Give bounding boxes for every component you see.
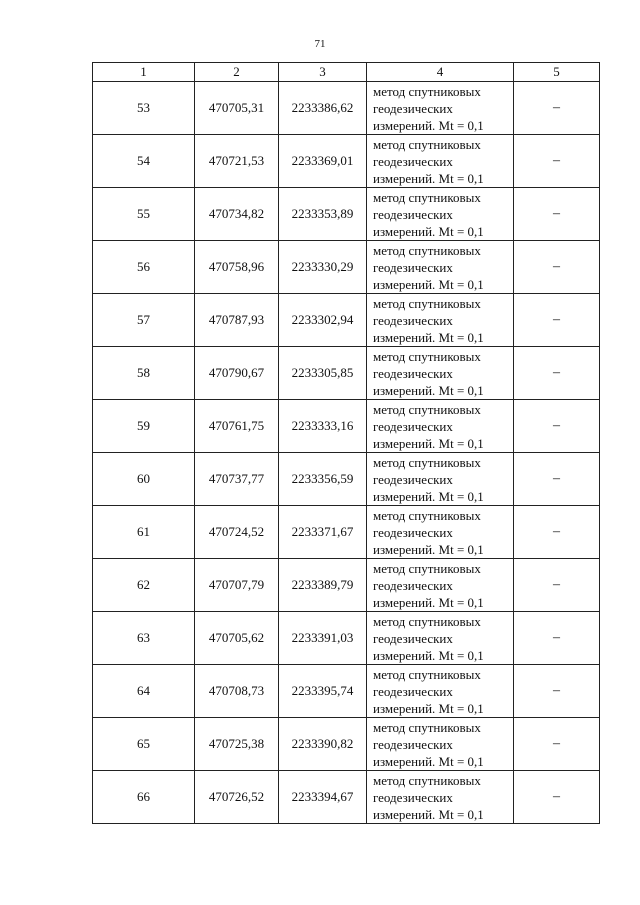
table-row [93,294,600,347]
y-coordinate-cell: 2233305,85 [279,347,367,400]
point-number-cell: 53 [93,82,195,135]
x-coordinate-cell: 470705,62 [195,612,279,665]
method-cell [367,82,514,135]
y-coordinate-cell: 2233369,01 [279,135,367,188]
y-coordinate-cell: 2233389,79 [279,559,367,612]
method-line: метод спутниковых [373,666,481,682]
coordinates-table [92,62,600,824]
note-cell: – [514,771,600,824]
method-line: измерений. Mt = 0,1 [373,753,484,769]
method-line: геодезических [373,577,453,593]
method-line: геодезических [373,312,453,328]
point-number-cell: 61 [93,506,195,559]
method-line: измерений. Mt = 0,1 [373,700,484,716]
note-cell: – [514,347,600,400]
x-coordinate-cell: 470761,75 [195,400,279,453]
method-line: измерений. Mt = 0,1 [373,647,484,663]
note-cell: – [514,506,600,559]
page-number: 71 [314,38,326,50]
column-header-3: 3 [279,63,367,82]
method-line: метод спутниковых [373,189,481,205]
point-number-cell: 58 [93,347,195,400]
method-cell [367,718,514,771]
point-number-cell: 63 [93,612,195,665]
y-coordinate-cell: 2233395,74 [279,665,367,718]
method-line: измерений. Mt = 0,1 [373,329,484,345]
method-line: метод спутниковых [373,401,481,417]
method-line: измерений. Mt = 0,1 [373,541,484,557]
method-cell [367,294,514,347]
note-cell: – [514,135,600,188]
method-cell [367,135,514,188]
point-number-cell: 55 [93,188,195,241]
method-line: измерений. Mt = 0,1 [373,594,484,610]
table-row [93,241,600,294]
note-cell: – [514,82,600,135]
method-line: геодезических [373,100,453,116]
note-cell: – [514,241,600,294]
y-coordinate-cell: 2233353,89 [279,188,367,241]
method-cell [367,771,514,824]
note-cell: – [514,665,600,718]
method-line: метод спутниковых [373,454,481,470]
table-row [93,82,600,135]
method-line: измерений. Mt = 0,1 [373,382,484,398]
x-coordinate-cell: 470707,79 [195,559,279,612]
method-line: измерений. Mt = 0,1 [373,117,484,133]
y-coordinate-cell: 2233371,67 [279,506,367,559]
method-line: измерений. Mt = 0,1 [373,170,484,186]
table-row [93,453,600,506]
method-line: геодезических [373,789,453,805]
x-coordinate-cell: 470787,93 [195,294,279,347]
point-number-cell: 60 [93,453,195,506]
table-row [93,559,600,612]
point-number-cell: 66 [93,771,195,824]
point-number-cell: 57 [93,294,195,347]
method-cell [367,347,514,400]
method-line: геодезических [373,206,453,222]
table-row [93,188,600,241]
y-coordinate-cell: 2233333,16 [279,400,367,453]
note-cell: – [514,453,600,506]
table-row [93,771,600,824]
method-line: метод спутниковых [373,613,481,629]
method-line: геодезических [373,471,453,487]
y-coordinate-cell: 2233390,82 [279,718,367,771]
x-coordinate-cell: 470790,67 [195,347,279,400]
method-line: геодезических [373,736,453,752]
table-row [93,612,600,665]
method-cell [367,453,514,506]
y-coordinate-cell: 2233356,59 [279,453,367,506]
method-line: метод спутниковых [373,136,481,152]
column-header-2: 2 [195,63,279,82]
y-coordinate-cell: 2233391,03 [279,612,367,665]
method-line: метод спутниковых [373,242,481,258]
note-cell: – [514,718,600,771]
method-line: метод спутниковых [373,83,481,99]
method-cell [367,241,514,294]
x-coordinate-cell: 470721,53 [195,135,279,188]
table-row [93,718,600,771]
column-header-4: 4 [367,63,514,82]
y-coordinate-cell: 2233386,62 [279,82,367,135]
table-body [93,82,600,824]
method-line: метод спутниковых [373,719,481,735]
method-line: измерений. Mt = 0,1 [373,806,484,822]
method-line: метод спутниковых [373,560,481,576]
x-coordinate-cell: 470737,77 [195,453,279,506]
table-row [93,400,600,453]
point-number-cell: 59 [93,400,195,453]
method-line: геодезических [373,259,453,275]
x-coordinate-cell: 470734,82 [195,188,279,241]
method-line: метод спутниковых [373,772,481,788]
point-number-cell: 56 [93,241,195,294]
point-number-cell: 62 [93,559,195,612]
note-cell: – [514,294,600,347]
method-line: измерений. Mt = 0,1 [373,223,484,239]
x-coordinate-cell: 470725,38 [195,718,279,771]
method-line: геодезических [373,630,453,646]
table-row [93,506,600,559]
x-coordinate-cell: 470705,31 [195,82,279,135]
x-coordinate-cell: 470708,73 [195,665,279,718]
x-coordinate-cell: 470758,96 [195,241,279,294]
method-line: геодезических [373,365,453,381]
method-cell [367,188,514,241]
x-coordinate-cell: 470724,52 [195,506,279,559]
note-cell: – [514,188,600,241]
method-cell [367,400,514,453]
y-coordinate-cell: 2233330,29 [279,241,367,294]
method-line: измерений. Mt = 0,1 [373,276,484,292]
note-cell: – [514,612,600,665]
column-header-5: 5 [514,63,600,82]
table-row [93,135,600,188]
table-row [93,347,600,400]
point-number-cell: 65 [93,718,195,771]
method-line: геодезических [373,683,453,699]
point-number-cell: 64 [93,665,195,718]
note-cell: – [514,559,600,612]
method-cell [367,506,514,559]
method-line: геодезических [373,418,453,434]
method-cell [367,612,514,665]
method-cell [367,665,514,718]
method-line: метод спутниковых [373,295,481,311]
column-header-1: 1 [93,63,195,82]
table-header-row [93,63,600,82]
method-line: метод спутниковых [373,507,481,523]
table-row [93,665,600,718]
method-line: геодезических [373,524,453,540]
y-coordinate-cell: 2233302,94 [279,294,367,347]
method-cell [367,559,514,612]
method-line: метод спутниковых [373,348,481,364]
method-line: измерений. Mt = 0,1 [373,488,484,504]
point-number-cell: 54 [93,135,195,188]
method-line: измерений. Mt = 0,1 [373,435,484,451]
note-cell: – [514,400,600,453]
y-coordinate-cell: 2233394,67 [279,771,367,824]
x-coordinate-cell: 470726,52 [195,771,279,824]
method-line: геодезических [373,153,453,169]
